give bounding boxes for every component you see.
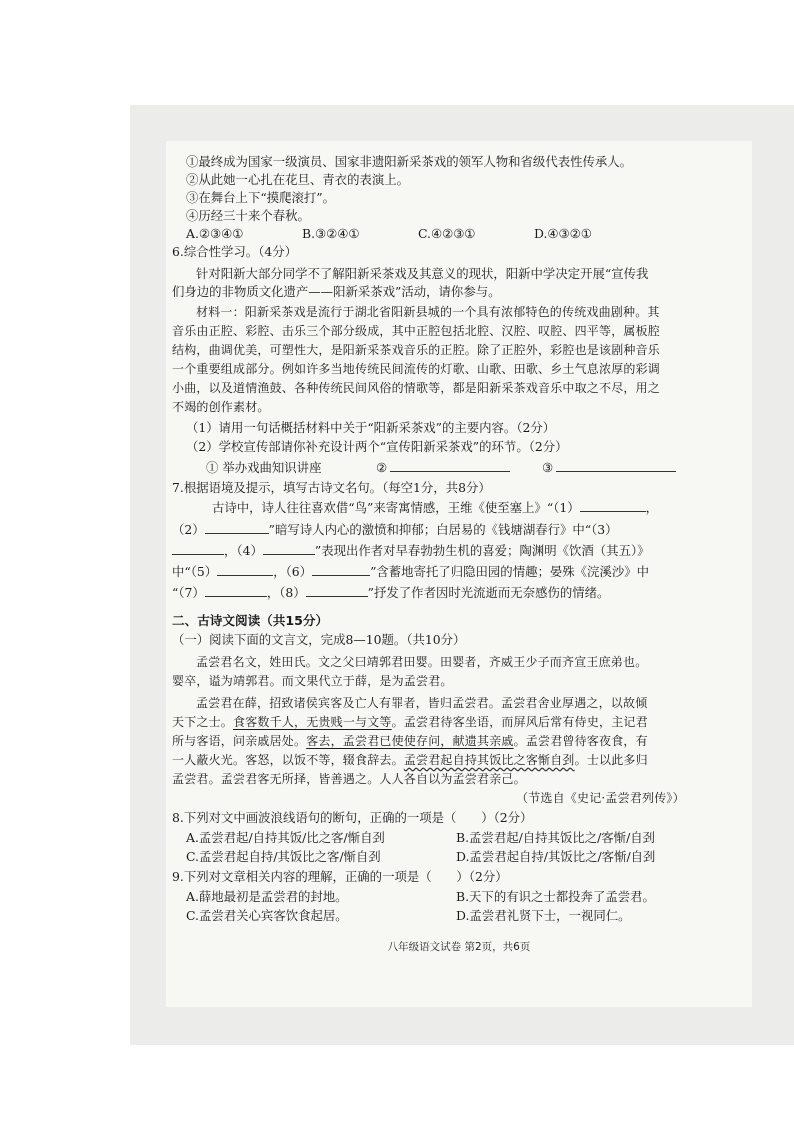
q7-line-4-text: ”含蓄地寄托了归隐田园的情趣；晏殊《浣溪沙》中 bbox=[370, 564, 649, 579]
q8-option-a[interactable]: A.孟尝君起/自持其饭/比之客/惭自刭 bbox=[186, 830, 385, 845]
q7-blank-6[interactable] bbox=[312, 563, 370, 576]
q7-blank-7[interactable] bbox=[205, 584, 267, 597]
passage-line-4-end: 。孟尝君待客坐语，而屏风后常有侍史，主记君 bbox=[391, 715, 648, 729]
passage-line-1: 孟尝君名文，姓田氏。文之父曰靖郭君田婴。田婴者，齐威王少子而齐宣王庶弟也。 bbox=[196, 655, 648, 669]
q6-material-line-1: 材料一：阳新采茶戏是流行于湖北省阳新县城的一个具有浓郁特色的传统戏曲剧种。其 bbox=[196, 305, 660, 319]
q7-line-3-label: ，（4） bbox=[224, 543, 263, 558]
q5-option-d[interactable]: D.④③②① bbox=[534, 226, 592, 241]
q8-option-d[interactable]: D.孟尝君起自持/其饭比之/客惭/自刭 bbox=[456, 849, 656, 864]
q7-line-1 bbox=[212, 499, 658, 517]
passage-line-5 bbox=[172, 732, 648, 750]
q7-line-3-text: ”表现出作者对早春勃勃生机的喜爱；陶渊明《饮酒（其五）》 bbox=[314, 543, 650, 558]
q7-blank-1[interactable] bbox=[580, 499, 646, 512]
q7-line-5 bbox=[172, 584, 609, 602]
q7-blank-8[interactable] bbox=[306, 584, 368, 597]
q7-line-3 bbox=[172, 542, 650, 560]
passage-source: （节选自《史记·孟尝君列传》） bbox=[516, 791, 685, 805]
passage-line-3: 孟尝君在薛，招致诸侯宾客及亡人有罪者，皆归孟尝君。孟尝君舍业厚遇之，以故倾 bbox=[196, 696, 648, 710]
q6-link-2-label: ② bbox=[376, 460, 388, 475]
q7-blank-2[interactable] bbox=[205, 521, 269, 534]
q7-blank-5[interactable] bbox=[217, 563, 273, 576]
q7-line-2 bbox=[172, 521, 618, 539]
q7-line-4-label-6: ，（6） bbox=[273, 564, 313, 579]
passage-underlined-sentence-1: 食客数千人，无贵贱一与文等 bbox=[233, 715, 392, 729]
scanned-page-background bbox=[130, 105, 794, 1045]
q6-sub-question-1: （1）请用一句话概括材料中关于“阳新采茶戏”的主要内容。（2分） bbox=[186, 420, 556, 435]
q5-options bbox=[186, 225, 650, 243]
q8-option-c[interactable]: C.孟尝君起自持/其饭比之客/惭自刭 bbox=[186, 849, 381, 864]
q5-item-2: ②从此她一心扎在花旦、青衣的表演上。 bbox=[186, 172, 410, 187]
q6-sub-question-2: （2）学校宣传部请你补充设计两个“宣传阳新采茶戏”的环节。（2分） bbox=[186, 439, 568, 454]
q6-intro-line-1: 针对阳新大部分同学不了解阳新采茶戏及其意义的现状，阳新中学决定开展“宣传我 bbox=[196, 266, 649, 281]
q9-option-b[interactable]: B.天下的有识之士都投奔了孟尝君。 bbox=[456, 889, 655, 904]
q7-line-5-label-7: “（7） bbox=[172, 585, 205, 600]
q7-line-1-end: ， bbox=[645, 500, 659, 515]
q6-material-line-2: 音乐由正腔、彩腔、击乐三个部分级成，其中正腔包括北腔、汉腔、叹腔、四平等，属板腔 bbox=[172, 324, 661, 338]
q6-material-line-6: 不竭的创作素材。 bbox=[172, 400, 270, 414]
q5-option-b[interactable]: B.③②④① bbox=[302, 226, 360, 241]
q7-line-2-text: ”暗写诗人内心的激愤和抑郁；白居易的《钱塘湖春行》中“（3） bbox=[268, 522, 618, 537]
q6-link-3-blank[interactable] bbox=[556, 459, 676, 477]
q7-blank-3[interactable] bbox=[172, 542, 224, 555]
q5-option-c[interactable]: C.④②③① bbox=[418, 226, 476, 241]
q9-title: 9.下列对文章相关内容的理解，正确的一项是（ ）（2分） bbox=[172, 869, 508, 884]
passage-line-5-start: 所与客语，问亲戚居处。 bbox=[172, 734, 307, 748]
q7-line-2-label: （2） bbox=[172, 522, 205, 537]
q6-link-1: ① 举办戏曲知识讲座 bbox=[206, 460, 322, 475]
q6-material-line-4: 一个重要组成部分。例如许多当地传统民间流传的灯歌、山歌、田歌、乡土气息浓厚的彩调 bbox=[172, 362, 661, 376]
q8-title: 8.下列对文中画波浪线语句的断句，正确的一项是（ ）（2分） bbox=[172, 810, 533, 825]
q8-option-b[interactable]: B.孟尝君起/自持其饭比之/客惭/自刭 bbox=[456, 830, 656, 845]
q7-blank-4[interactable] bbox=[263, 542, 315, 555]
section-2-subtitle: （一）阅读下面的文言文，完成8—10题。（共10分） bbox=[172, 632, 466, 647]
q6-intro-line-2: 们身边的非物质文化遗产——阳新采茶戏”活动，请你参与。 bbox=[172, 284, 501, 299]
q7-line-4 bbox=[172, 563, 649, 581]
exam-paper bbox=[166, 141, 752, 1007]
passage-line-4 bbox=[172, 713, 648, 731]
passage-line-7: 孟尝君。孟尝君客无所择，皆善遇之。人人各自以为孟尝君亲己。 bbox=[172, 772, 526, 786]
q9-option-a[interactable]: A.薛地最初是孟尝君的封地。 bbox=[186, 889, 348, 904]
passage-line-5-end: 。孟尝君曾待客夜食，有 bbox=[513, 734, 648, 748]
passage-wavy-underlined-sentence: 孟尝君起自持其饭比之客惭自刭 bbox=[403, 753, 575, 767]
q7-line-5-text: ”抒发了作者因时光流逝而无奈感伤的情绪。 bbox=[367, 585, 610, 600]
passage-underlined-sentence-2: 客去，孟尝君已使使存问，献遗其亲戚 bbox=[306, 734, 514, 748]
q6-title: 6.综合性学习。（4分） bbox=[172, 244, 298, 259]
passage-line-6 bbox=[172, 751, 648, 769]
passage-line-6-end: 。士以此多归 bbox=[574, 753, 648, 767]
section-2-title: 二、古诗文阅读（共15分） bbox=[172, 613, 329, 628]
q6-material-line-5: 小曲，以及道情渔鼓、各种传统民间风俗的情歌等，都是阳新采茶戏音乐中取之不尽，用之 bbox=[172, 381, 661, 395]
q5-item-1: ①最终成为国家一级演员、国家非遗阳新采茶戏的领军人物和省级代表性传承人。 bbox=[186, 154, 633, 169]
q9-option-d[interactable]: D.孟尝君礼贤下士，一视同仁。 bbox=[456, 908, 631, 923]
q6-link-3-label: ③ bbox=[542, 460, 554, 475]
passage-line-6-start: 一人蔽火光。客怒，以饭不等，辍食辞去。 bbox=[172, 753, 404, 767]
q7-line-1-text: 古诗中，诗人往往喜欢借“鸟”来寄寓情感，王维《使至塞上》“（1） bbox=[212, 500, 580, 515]
passage-line-2: 婴卒，谥为靖郭君。而文果代立于薛，是为孟尝君。 bbox=[172, 674, 453, 688]
q5-item-4: ④历经三十来个春秋。 bbox=[186, 208, 310, 223]
passage-line-4-start: 天下之士。 bbox=[172, 715, 234, 729]
q7-line-4-label-5: 中“（5） bbox=[172, 564, 218, 579]
q9-option-c[interactable]: C.孟尝君关心宾客饮食起居。 bbox=[186, 908, 348, 923]
q5-option-a[interactable]: A.②③④① bbox=[186, 226, 244, 241]
q7-title: 7.根据语境及提示，填写古诗文名句。（每空1分，共8分） bbox=[172, 480, 491, 495]
page-footer: 八年级语文试卷 第2页，共6页 bbox=[387, 941, 531, 953]
q6-link-2-blank[interactable] bbox=[390, 459, 510, 477]
q7-line-5-label-8: ，（8） bbox=[266, 585, 306, 600]
q5-item-3: ③在舞台上下“摸爬滚打”。 bbox=[186, 190, 335, 205]
q6-material-line-3: 结构，曲调优美，可塑性大，是阳新采茶戏音乐的正腔。除了正腔外，彩腔也是该剧种音乐 bbox=[172, 343, 661, 357]
